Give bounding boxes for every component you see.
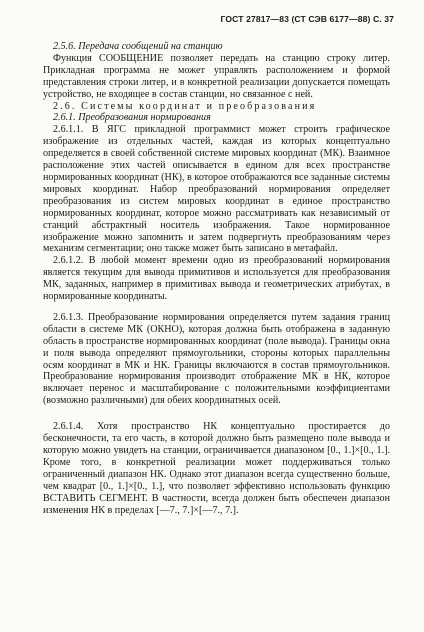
paragraph-2-6-1-1: 2.6.1.1. В ЯГС прикладной программист может строить графическое изображение из отдельных частей, каждая из которых концептуально определяется в своей собственной системе мировых координат (МК). Взаимное расположение этих частей описывается в едином для всех пространстве нормированных координат (НК), в которое отображаются все заданные системы мировых координат. Набор преобразований нормирования определяет преобразования из систем мировых координат в единое пространство нормированных координат, которое можно рассматривать как независимый от станций абстрактный носитель изображения. Такое нормированное изображение можно запомнить и затем подвергнуть преобразованиям через механизм сегментации; оно также может быть записано в метафайл. [43, 124, 390, 255]
paragraph-2-6-1-2: 2.6.1.2. В любой момент времени одно из преобразований нормирования является текущим для вывода примитивов и используется для преобразования МК, заданных, например в примитивах вывода и геометрических атрибутах, в нормированные координаты. [43, 255, 390, 303]
paragraph-2-6-1-3: 2.6.1.3. Преобразование нормирования определяется путем задания границ области в системе МК (ОКНО), которая должна быть отображена в заданную область в пространстве нормированных координат (поле вывода). Границы окна и поля вывода определяют прямоугольники, стороны которых параллельны осям координат в МК и НК. Границы включаются в состав прямоугольников. Преобразование нормирования производит отображение МК в НК, которое включает перенос и масштабирование с положительными коэффициентами (возможно различными) для обеих координатных осей. [43, 311, 390, 407]
section-title-2-6: 2.6. Системы координат и преобразования [53, 100, 317, 112]
page-body [43, 41, 390, 516]
page-header: ГОСТ 27817—83 (СТ СЭВ 6177—88) С. 37 [220, 14, 394, 24]
section-title-2-6-1: 2.6.1. Преобразования нормирования [53, 112, 211, 124]
paragraph-2-6-1-4: 2.6.1.4. Хотя пространство НК концептуально простирается до бесконечности, та его часть, в которой должно быть размещено поле вывода и которую можно увидеть на станции, ограничивается диапазоном [0., 1.]×[0., 1.]. Кроме того, в конкретной реализации может поддерживаться только ограниченный диапазон НК. Однако этот диапазон всегда существенно больше, чем квадрат [0., 1.]×[0., 1.], что позволяет эффективно использовать функцию ВСТАВИТЬ СЕГМЕНТ. В частности, всегда должен быть обеспечен диапазон изменения НК в пределах [—7., 7.]×[—7., 7.]. [43, 421, 390, 516]
paragraph-2-5-6: Функция СООБЩЕНИЕ позволяет передать на станцию строку литер. Прикладная программа не может управлять расположением и формой представления строки литер, и в конкретной реализации допускается помещать устройство, не входящее в состав станции, но связанное с ней. [43, 52, 390, 100]
section-title-2-5-6: 2.5.6. Передача сообщений на станцию [53, 41, 223, 52]
